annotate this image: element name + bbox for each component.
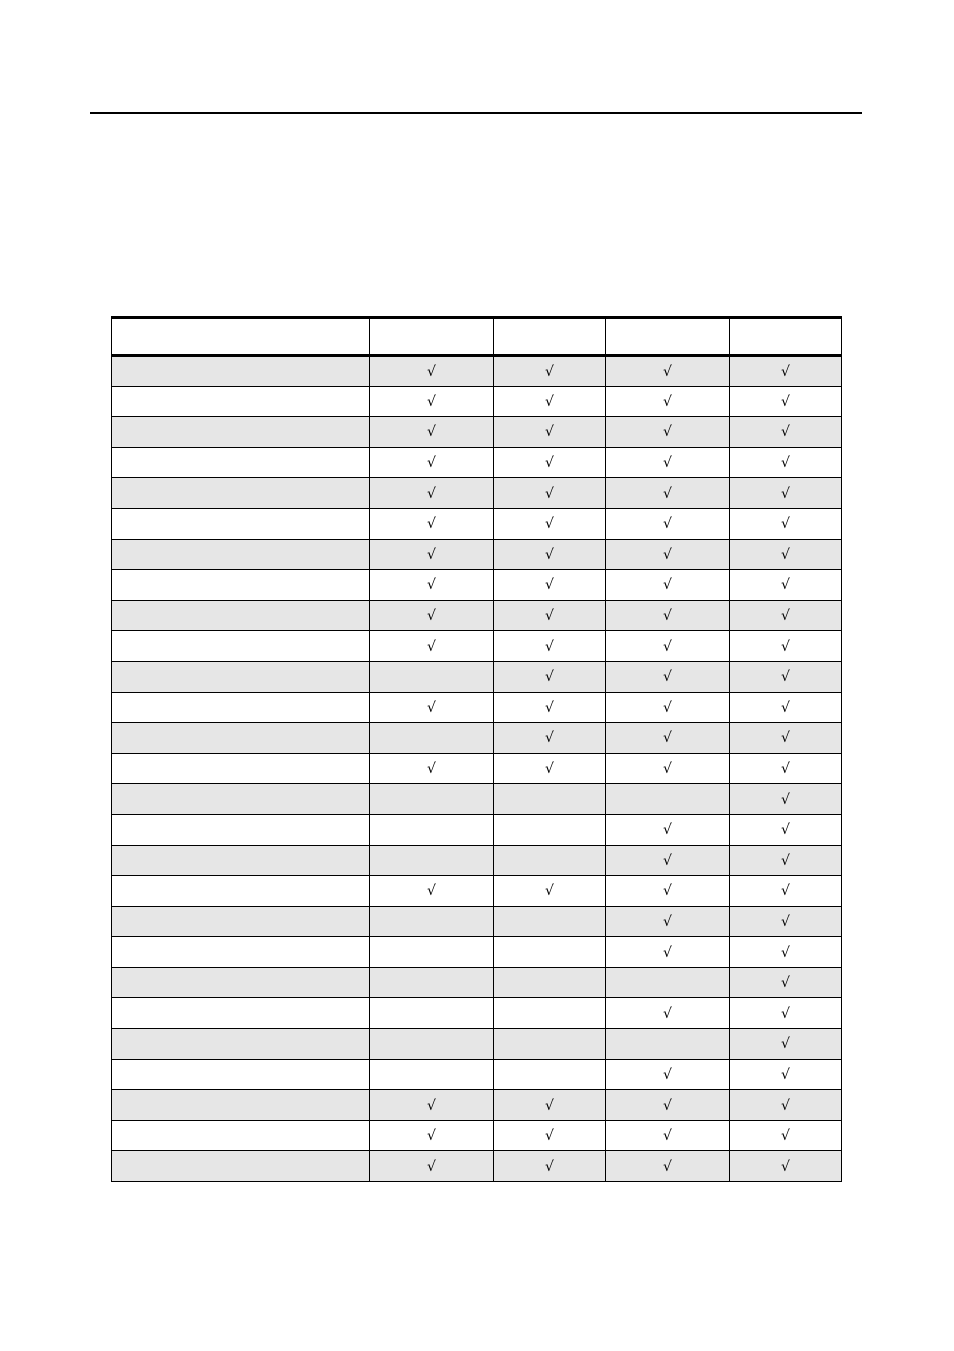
table-row — [112, 356, 842, 387]
check-mark-icon: √ — [781, 577, 790, 594]
table-cell — [730, 447, 842, 478]
row-label — [112, 386, 370, 417]
check-mark-icon: √ — [663, 1128, 672, 1145]
header-cell-3 — [606, 318, 730, 356]
table-cell — [730, 508, 842, 539]
table-cell — [730, 967, 842, 998]
table-cell — [494, 386, 606, 417]
table-cell — [494, 845, 606, 876]
feature-matrix-table — [111, 316, 842, 1182]
table-row — [112, 631, 842, 662]
table-cell — [606, 723, 730, 754]
table-cell — [370, 1120, 494, 1151]
check-mark-icon: √ — [663, 363, 672, 380]
table-cell — [370, 356, 494, 387]
table-row — [112, 845, 842, 876]
row-label — [112, 814, 370, 845]
table-cell — [606, 967, 730, 998]
table-row — [112, 1059, 842, 1090]
table-cell — [730, 753, 842, 784]
check-mark-icon: √ — [663, 761, 672, 778]
check-mark-icon: √ — [663, 669, 672, 686]
table-cell — [494, 876, 606, 907]
check-mark-icon: √ — [781, 944, 790, 961]
row-label — [112, 1059, 370, 1090]
table-cell — [494, 600, 606, 631]
row-label — [112, 967, 370, 998]
table-cell — [370, 753, 494, 784]
table-cell — [606, 692, 730, 723]
table-cell — [730, 723, 842, 754]
table-cell — [730, 906, 842, 937]
table-row — [112, 814, 842, 845]
table-cell — [370, 906, 494, 937]
table-cell — [370, 967, 494, 998]
check-mark-icon: √ — [781, 424, 790, 441]
check-mark-icon: √ — [545, 730, 554, 747]
table-row — [112, 906, 842, 937]
row-label — [112, 753, 370, 784]
row-label — [112, 447, 370, 478]
check-mark-icon: √ — [781, 1158, 790, 1175]
check-mark-icon: √ — [427, 883, 436, 900]
table-cell — [494, 967, 606, 998]
check-mark-icon: √ — [663, 1097, 672, 1114]
check-mark-icon: √ — [781, 761, 790, 778]
row-label — [112, 998, 370, 1029]
row-label — [112, 356, 370, 387]
check-mark-icon: √ — [427, 393, 436, 410]
table-cell — [730, 998, 842, 1029]
table-cell — [494, 1120, 606, 1151]
table-cell — [606, 600, 730, 631]
table-cell — [730, 814, 842, 845]
table-cell — [730, 1151, 842, 1182]
table-cell — [494, 814, 606, 845]
check-mark-icon: √ — [781, 975, 790, 992]
check-mark-icon: √ — [781, 546, 790, 563]
table-cell — [370, 692, 494, 723]
table-row — [112, 723, 842, 754]
table-cell — [370, 386, 494, 417]
table-cell — [370, 876, 494, 907]
check-mark-icon: √ — [545, 669, 554, 686]
table-cell — [370, 478, 494, 509]
row-label — [112, 417, 370, 448]
table-cell — [730, 539, 842, 570]
row-label — [112, 508, 370, 539]
check-mark-icon: √ — [427, 1128, 436, 1145]
check-mark-icon: √ — [427, 424, 436, 441]
table-cell — [606, 661, 730, 692]
table-cell — [606, 784, 730, 815]
table-cell — [730, 356, 842, 387]
table-row — [112, 508, 842, 539]
check-mark-icon: √ — [545, 393, 554, 410]
row-label — [112, 723, 370, 754]
header-cell-4 — [730, 318, 842, 356]
table-cell — [494, 998, 606, 1029]
table-cell — [606, 906, 730, 937]
table-cell — [730, 845, 842, 876]
table-header-row — [112, 318, 842, 356]
check-mark-icon: √ — [781, 1036, 790, 1053]
check-mark-icon: √ — [781, 1097, 790, 1114]
row-label — [112, 784, 370, 815]
check-mark-icon: √ — [781, 485, 790, 502]
check-mark-icon: √ — [781, 852, 790, 869]
table-cell — [730, 937, 842, 968]
table-cell — [494, 1029, 606, 1060]
table-cell — [606, 814, 730, 845]
check-mark-icon: √ — [545, 363, 554, 380]
row-label — [112, 906, 370, 937]
table-row — [112, 661, 842, 692]
check-mark-icon: √ — [545, 577, 554, 594]
table-cell — [494, 417, 606, 448]
table-cell — [606, 478, 730, 509]
table-row — [112, 1151, 842, 1182]
check-mark-icon: √ — [663, 730, 672, 747]
table-cell — [730, 692, 842, 723]
table-cell — [370, 784, 494, 815]
check-mark-icon: √ — [427, 761, 436, 778]
table-cell — [730, 1029, 842, 1060]
table-row — [112, 1120, 842, 1151]
check-mark-icon: √ — [663, 608, 672, 625]
row-label — [112, 478, 370, 509]
table-cell — [494, 784, 606, 815]
table-cell — [606, 1059, 730, 1090]
check-mark-icon: √ — [663, 1158, 672, 1175]
table-cell — [606, 570, 730, 601]
table-cell — [370, 1090, 494, 1121]
table-cell — [606, 631, 730, 662]
table-cell — [494, 692, 606, 723]
table-cell — [730, 784, 842, 815]
row-label — [112, 570, 370, 601]
table-cell — [370, 447, 494, 478]
row-label — [112, 1120, 370, 1151]
check-mark-icon: √ — [663, 485, 672, 502]
check-mark-icon: √ — [781, 822, 790, 839]
table-cell — [370, 570, 494, 601]
check-mark-icon: √ — [545, 638, 554, 655]
table-cell — [370, 661, 494, 692]
table-cell — [370, 1029, 494, 1060]
row-label — [112, 539, 370, 570]
table-body — [112, 356, 842, 1182]
row-label — [112, 631, 370, 662]
table-row — [112, 447, 842, 478]
table-cell — [370, 631, 494, 662]
table-cell — [606, 539, 730, 570]
row-label — [112, 937, 370, 968]
row-label — [112, 876, 370, 907]
check-mark-icon: √ — [427, 516, 436, 533]
table-row — [112, 570, 842, 601]
table-cell — [606, 753, 730, 784]
table-cell — [494, 478, 606, 509]
table-cell — [494, 723, 606, 754]
table-cell — [370, 723, 494, 754]
table-cell — [494, 1090, 606, 1121]
row-label — [112, 600, 370, 631]
table-cell — [370, 508, 494, 539]
table-row — [112, 478, 842, 509]
check-mark-icon: √ — [781, 699, 790, 716]
table-cell — [494, 1151, 606, 1182]
table-cell — [370, 1059, 494, 1090]
row-label — [112, 661, 370, 692]
table-cell — [730, 661, 842, 692]
table-cell — [606, 876, 730, 907]
table-cell — [606, 508, 730, 539]
check-mark-icon: √ — [545, 699, 554, 716]
table-row — [112, 539, 842, 570]
table-cell — [494, 356, 606, 387]
table-row — [112, 600, 842, 631]
table-cell — [494, 631, 606, 662]
table-cell — [494, 539, 606, 570]
check-mark-icon: √ — [781, 363, 790, 380]
table-row — [112, 967, 842, 998]
table-cell — [730, 600, 842, 631]
check-mark-icon: √ — [781, 791, 790, 808]
table-cell — [370, 845, 494, 876]
row-label — [112, 692, 370, 723]
table-cell — [730, 417, 842, 448]
table-row — [112, 692, 842, 723]
check-mark-icon: √ — [545, 883, 554, 900]
header-cell-1 — [370, 318, 494, 356]
table-row — [112, 417, 842, 448]
check-mark-icon: √ — [545, 516, 554, 533]
check-mark-icon: √ — [427, 638, 436, 655]
check-mark-icon: √ — [663, 913, 672, 930]
table-cell — [494, 906, 606, 937]
row-label — [112, 845, 370, 876]
table-cell — [494, 570, 606, 601]
table-cell — [606, 386, 730, 417]
table-row — [112, 876, 842, 907]
table-cell — [730, 1120, 842, 1151]
check-mark-icon: √ — [781, 1128, 790, 1145]
table-row — [112, 1090, 842, 1121]
table-cell — [730, 478, 842, 509]
table-row — [112, 1029, 842, 1060]
table-cell — [606, 417, 730, 448]
table-cell — [370, 998, 494, 1029]
check-mark-icon: √ — [427, 1097, 436, 1114]
table-row — [112, 386, 842, 417]
check-mark-icon: √ — [781, 913, 790, 930]
check-mark-icon: √ — [663, 1005, 672, 1022]
check-mark-icon: √ — [427, 485, 436, 502]
table-cell — [370, 539, 494, 570]
table-cell — [494, 508, 606, 539]
table-cell — [494, 1059, 606, 1090]
table-cell — [370, 1151, 494, 1182]
check-mark-icon: √ — [781, 669, 790, 686]
table-cell — [730, 1090, 842, 1121]
table-cell — [606, 845, 730, 876]
check-mark-icon: √ — [663, 393, 672, 410]
check-mark-icon: √ — [781, 883, 790, 900]
header-cell-2 — [494, 318, 606, 356]
check-mark-icon: √ — [781, 1005, 790, 1022]
table-cell — [606, 1029, 730, 1060]
check-mark-icon: √ — [427, 577, 436, 594]
check-mark-icon: √ — [663, 638, 672, 655]
row-label — [112, 1151, 370, 1182]
table-cell — [606, 1120, 730, 1151]
check-mark-icon: √ — [781, 638, 790, 655]
check-mark-icon: √ — [663, 1066, 672, 1083]
check-mark-icon: √ — [545, 1158, 554, 1175]
check-mark-icon: √ — [663, 516, 672, 533]
table-cell — [370, 937, 494, 968]
check-mark-icon: √ — [781, 730, 790, 747]
check-mark-icon: √ — [781, 455, 790, 472]
table-cell — [606, 447, 730, 478]
table-row — [112, 753, 842, 784]
check-mark-icon: √ — [663, 944, 672, 961]
table-cell — [606, 998, 730, 1029]
table-cell — [730, 631, 842, 662]
check-mark-icon: √ — [545, 761, 554, 778]
top-horizontal-rule — [90, 112, 862, 114]
check-mark-icon: √ — [427, 1158, 436, 1175]
check-mark-icon: √ — [781, 1066, 790, 1083]
table-cell — [730, 570, 842, 601]
check-mark-icon: √ — [663, 546, 672, 563]
check-mark-icon: √ — [781, 393, 790, 410]
table-cell — [730, 1059, 842, 1090]
check-mark-icon: √ — [781, 608, 790, 625]
check-mark-icon: √ — [545, 608, 554, 625]
table-row — [112, 998, 842, 1029]
check-mark-icon: √ — [545, 1097, 554, 1114]
header-cell-feature — [112, 318, 370, 356]
table-cell — [494, 937, 606, 968]
table-cell — [370, 814, 494, 845]
row-label — [112, 1029, 370, 1060]
check-mark-icon: √ — [781, 516, 790, 533]
table-cell — [730, 386, 842, 417]
row-label — [112, 1090, 370, 1121]
check-mark-icon: √ — [663, 577, 672, 594]
table-cell — [606, 1090, 730, 1121]
check-mark-icon: √ — [663, 455, 672, 472]
check-mark-icon: √ — [545, 485, 554, 502]
check-mark-icon: √ — [545, 455, 554, 472]
check-mark-icon: √ — [663, 852, 672, 869]
check-mark-icon: √ — [545, 424, 554, 441]
table-cell — [606, 356, 730, 387]
table-cell — [370, 600, 494, 631]
table-row — [112, 937, 842, 968]
table-cell — [606, 937, 730, 968]
check-mark-icon: √ — [427, 608, 436, 625]
table-cell — [494, 753, 606, 784]
table-cell — [730, 876, 842, 907]
table-cell — [370, 417, 494, 448]
check-mark-icon: √ — [545, 1128, 554, 1145]
table-cell — [494, 447, 606, 478]
check-mark-icon: √ — [663, 699, 672, 716]
check-mark-icon: √ — [427, 455, 436, 472]
check-mark-icon: √ — [663, 883, 672, 900]
check-mark-icon: √ — [427, 699, 436, 716]
table-cell — [494, 661, 606, 692]
check-mark-icon: √ — [427, 363, 436, 380]
check-mark-icon: √ — [663, 822, 672, 839]
check-mark-icon: √ — [663, 424, 672, 441]
table-cell — [606, 1151, 730, 1182]
check-mark-icon: √ — [545, 546, 554, 563]
table-row — [112, 784, 842, 815]
check-mark-icon: √ — [427, 546, 436, 563]
